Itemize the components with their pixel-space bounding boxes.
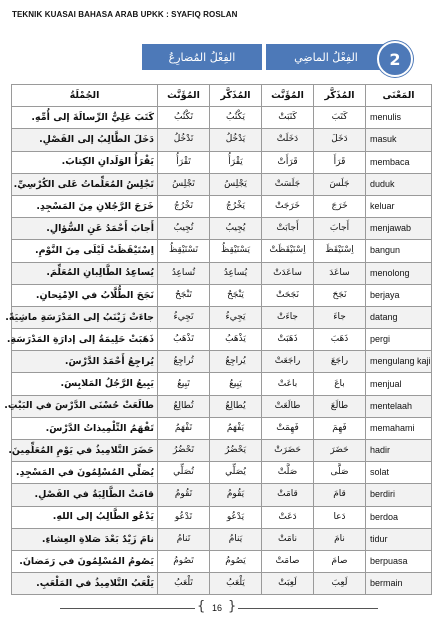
table-row <box>12 462 432 484</box>
madhi-feminine-cell: لَعِبَتْ <box>262 573 314 595</box>
sentence-cell: قامَتْ الطَّالِبَةُ في الفَصْلِ. <box>12 484 158 506</box>
col-header-sentence: الجُمْلَةُ <box>12 85 158 107</box>
mudhari-masculine-cell: يَجْلِسُ <box>210 173 262 195</box>
mudhari-masculine-cell: يَحْضُرُ <box>210 440 262 462</box>
meaning-cell: pergi <box>366 329 432 351</box>
table-row <box>12 195 432 217</box>
mudhari-feminine-cell: تَجْلِسُ <box>158 173 210 195</box>
madhi-feminine-cell: كَتَبَتْ <box>262 107 314 129</box>
madhi-masculine-cell: باعَ <box>314 373 366 395</box>
sentence-cell: حَضَرَ التَّلامِيذُ في يَوْمِ المُعَلِّمِينَ. <box>12 440 158 462</box>
mudhari-masculine-cell: يُراجِعُ <box>210 351 262 373</box>
meaning-cell: keluar <box>366 195 432 217</box>
meaning-cell: duduk <box>366 173 432 195</box>
mudhari-feminine-cell: تُساعِدُ <box>158 262 210 284</box>
table-row <box>12 173 432 195</box>
mudhari-masculine-cell: يَقْرَأُ <box>210 151 262 173</box>
table-row <box>12 129 432 151</box>
tab-mudhari: الفِعْلُ المُضارِعُ <box>142 44 262 70</box>
meaning-cell: mentelaah <box>366 395 432 417</box>
mudhari-feminine-cell: تَسْتَيْقِظُ <box>158 240 210 262</box>
mudhari-feminine-cell: تَنْجَحُ <box>158 284 210 306</box>
table-row <box>12 151 432 173</box>
sentence-cell: يُصَلِّي المُسْلِمُونَ في المَسْجِدِ. <box>12 462 158 484</box>
madhi-masculine-cell: دَعا <box>314 506 366 528</box>
sentence-cell: خَرَجَ الرَّجُلانِ مِنَ المَسْجِدِ. <box>12 195 158 217</box>
meaning-cell: berjaya <box>366 284 432 306</box>
madhi-feminine-cell: نَجَحَتْ <box>262 284 314 306</box>
mudhari-feminine-cell: تُصَلِّي <box>158 462 210 484</box>
madhi-feminine-cell: أَجابَتْ <box>262 218 314 240</box>
madhi-masculine-cell: راجَعَ <box>314 351 366 373</box>
left-brace-icon: { <box>197 599 206 614</box>
sentence-cell: يَصُومُ المُسْلِمُونَ في رَمَضانَ. <box>12 550 158 572</box>
mudhari-masculine-cell: يُطالِعُ <box>210 395 262 417</box>
mudhari-feminine-cell: تَصُومُ <box>158 550 210 572</box>
mudhari-masculine-cell: يَلْعَبُ <box>210 573 262 595</box>
meaning-cell: berpuasa <box>366 550 432 572</box>
madhi-feminine-cell: صامَتْ <box>262 550 314 572</box>
meaning-cell: berdoa <box>366 506 432 528</box>
meaning-cell: bangun <box>366 240 432 262</box>
mudhari-masculine-cell: يَخْرُجُ <box>210 195 262 217</box>
madhi-masculine-cell: قامَ <box>314 484 366 506</box>
table-row <box>12 262 432 284</box>
meaning-cell: hadir <box>366 440 432 462</box>
mudhari-masculine-cell: يَنامُ <box>210 528 262 550</box>
mudhari-feminine-cell: تَجِيءُ <box>158 306 210 328</box>
meaning-cell: tidur <box>366 528 432 550</box>
table-row <box>12 550 432 572</box>
madhi-feminine-cell: جَلَسَتْ <box>262 173 314 195</box>
madhi-feminine-cell: حَضَرَتْ <box>262 440 314 462</box>
sentence-cell: تَفْهَمُ التِّلْمِيذاتُ الدَّرْسَ. <box>12 417 158 439</box>
meaning-cell: membaca <box>366 151 432 173</box>
madhi-masculine-cell: جاءَ <box>314 306 366 328</box>
mudhari-masculine-cell: يَبِيعُ <box>210 373 262 395</box>
sentence-cell: اِسْتَيْقَظَتْ لَيْلَى مِنَ النَّوْمِ. <box>12 240 158 262</box>
mudhari-feminine-cell: تَدْخُلُ <box>158 129 210 151</box>
right-brace-icon: } <box>228 599 237 614</box>
meaning-cell: menulis <box>366 107 432 129</box>
madhi-feminine-cell: باعَتْ <box>262 373 314 395</box>
document-header: TEKNIK KUASAI BAHASA ARAB UPKK : SYAFIQ ROSLAN <box>12 10 238 19</box>
madhi-masculine-cell: نامَ <box>314 528 366 550</box>
sentence-cell: يَبِيعُ الرَّجُلُ المَلابِسَ. <box>12 373 158 395</box>
mudhari-feminine-cell: تَكْتُبُ <box>158 107 210 129</box>
mudhari-feminine-cell: تُراجِعُ <box>158 351 210 373</box>
mudhari-masculine-cell: يَدْعُو <box>210 506 262 528</box>
mudhari-feminine-cell: تَذْهَبُ <box>158 329 210 351</box>
mudhari-masculine-cell: يُساعِدُ <box>210 262 262 284</box>
madhi-feminine-cell: راجَعَتْ <box>262 351 314 373</box>
footer-rule-left <box>60 608 195 609</box>
col-header-meaning: المَعْنَى <box>366 85 432 107</box>
sentence-cell: نامَ زَيْدٌ بَعْدَ صَلاةِ العِشاءِ. <box>12 528 158 550</box>
sentence-cell: يَقْرَأُ الوَلَدانِ الكِتابَ. <box>12 151 158 173</box>
madhi-masculine-cell: أَجابَ <box>314 218 366 240</box>
table-row <box>12 329 432 351</box>
mudhari-masculine-cell: يُصَلِّي <box>210 462 262 484</box>
madhi-masculine-cell: فَهِمَ <box>314 417 366 439</box>
sentence-cell: يَلْعَبُ التَّلامِيذُ في المَلْعَبِ. <box>12 573 158 595</box>
mudhari-masculine-cell: يَنْجَحُ <box>210 284 262 306</box>
mudhari-feminine-cell: تَقُومُ <box>158 484 210 506</box>
sentence-cell: يُراجِعُ أَحْمَدُ الدَّرْسَ. <box>12 351 158 373</box>
madhi-feminine-cell: دَعَتْ <box>262 506 314 528</box>
sentence-cell: تَجْلِسُ المُعَلِّماتُ عَلى الكُرْسِيِّ. <box>12 173 158 195</box>
table-row <box>12 284 432 306</box>
section-tab-bar <box>142 44 417 70</box>
sentence-cell: أَجابَ أَحْمَدُ عَنِ السُّؤالِ. <box>12 218 158 240</box>
madhi-masculine-cell: اِسْتَيْقَظَ <box>314 240 366 262</box>
table-header-row <box>12 85 432 107</box>
table-row <box>12 506 432 528</box>
tab-madhi: الفِعْلُ الماضِي <box>266 44 386 70</box>
madhi-masculine-cell: لَعِبَ <box>314 573 366 595</box>
mudhari-masculine-cell: يَفْهَمُ <box>210 417 262 439</box>
mudhari-feminine-cell: تَفْهَمُ <box>158 417 210 439</box>
sentence-cell: كَتَبَ عَلِيٌّ الرِّسالَةَ إلى أُمِّهِ. <box>12 107 158 129</box>
mudhari-masculine-cell: يَقُومُ <box>210 484 262 506</box>
meaning-cell: masuk <box>366 129 432 151</box>
madhi-feminine-cell: ساعَدَتْ <box>262 262 314 284</box>
meaning-cell: menjawab <box>366 218 432 240</box>
madhi-masculine-cell: دَخَلَ <box>314 129 366 151</box>
madhi-feminine-cell: طالَعَتْ <box>262 395 314 417</box>
page-number: 16 <box>211 603 222 613</box>
meaning-cell: menolong <box>366 262 432 284</box>
madhi-feminine-cell: جاءَتْ <box>262 306 314 328</box>
meaning-cell: datang <box>366 306 432 328</box>
sentence-cell: يُساعِدُ الطَّالِبانِ المُعَلِّمَ. <box>12 262 158 284</box>
meaning-cell: bermain <box>366 573 432 595</box>
madhi-masculine-cell: جَلَسَ <box>314 173 366 195</box>
table-row <box>12 484 432 506</box>
meaning-cell: solat <box>366 462 432 484</box>
madhi-masculine-cell: صَلَّى <box>314 462 366 484</box>
madhi-feminine-cell: اِسْتَيْقَظَتْ <box>262 240 314 262</box>
mudhari-masculine-cell: يَجِيءُ <box>210 306 262 328</box>
madhi-feminine-cell: دَخَلَتْ <box>262 129 314 151</box>
table-row <box>12 440 432 462</box>
mudhari-feminine-cell: تَلْعَبُ <box>158 573 210 595</box>
mudhari-masculine-cell: يَذْهَبُ <box>210 329 262 351</box>
madhi-feminine-cell: ذَهَبَتْ <box>262 329 314 351</box>
madhi-feminine-cell: خَرَجَتْ <box>262 195 314 217</box>
table-row <box>12 107 432 129</box>
madhi-masculine-cell: صامَ <box>314 550 366 572</box>
madhi-feminine-cell: فَهِمَتْ <box>262 417 314 439</box>
table-row <box>12 395 432 417</box>
mudhari-masculine-cell: يَدْخُلُ <box>210 129 262 151</box>
madhi-feminine-cell: نامَتْ <box>262 528 314 550</box>
table-body <box>4 107 432 595</box>
table-row <box>12 573 432 595</box>
mudhari-masculine-cell: يُجِيبُ <box>210 218 262 240</box>
meaning-cell: berdiri <box>366 484 432 506</box>
mudhari-feminine-cell: تُطالِعُ <box>158 395 210 417</box>
mudhari-feminine-cell: تَقْرَأُ <box>158 151 210 173</box>
madhi-masculine-cell: طالَعَ <box>314 395 366 417</box>
madhi-feminine-cell: صَلَّتْ <box>262 462 314 484</box>
sentence-cell: نَجَحَ الطُّلَّابُ في الاِمْتِحانِ. <box>12 284 158 306</box>
madhi-masculine-cell: حَضَرَ <box>314 440 366 462</box>
madhi-feminine-cell: قَرَأَتْ <box>262 151 314 173</box>
meaning-cell: mengulang kaji <box>366 351 432 373</box>
sentence-cell: ذَهَبَتْ حَلِيمَةُ إلى إدارَةِ المَدْرَسَةِ. <box>12 329 158 351</box>
madhi-masculine-cell: قَرَأَ <box>314 151 366 173</box>
mudhari-masculine-cell: يَصُومُ <box>210 550 262 572</box>
section-number-badge: 2 <box>377 41 413 77</box>
mudhari-masculine-cell: يَكْتُبُ <box>210 107 262 129</box>
mudhari-feminine-cell: تَبِيعُ <box>158 373 210 395</box>
col-header-mudhari-feminine: المُؤَنَّث <box>158 85 210 107</box>
mudhari-feminine-cell: تَنامُ <box>158 528 210 550</box>
table-row <box>12 218 432 240</box>
table-row <box>12 528 432 550</box>
sentence-cell: يَدْعُو الطَّالِبُ إلى اللهِ. <box>12 506 158 528</box>
madhi-masculine-cell: خَرَجَ <box>314 195 366 217</box>
madhi-masculine-cell: ذَهَبَ <box>314 329 366 351</box>
table-row <box>12 373 432 395</box>
mudhari-feminine-cell: تُجِيبُ <box>158 218 210 240</box>
sentence-cell: جاءَتْ زَيْنَبُ إلى المَدْرَسَةِ ماشِيَةً. <box>12 306 158 328</box>
mudhari-masculine-cell: يَسْتَيْقِظُ <box>210 240 262 262</box>
madhi-masculine-cell: كَتَبَ <box>314 107 366 129</box>
mudhari-feminine-cell: تَدْعُو <box>158 506 210 528</box>
col-header-madhi-masculine: المُذَكَّر <box>314 85 366 107</box>
page-footer <box>0 595 422 621</box>
verb-table <box>4 84 432 595</box>
madhi-masculine-cell: ساعَدَ <box>314 262 366 284</box>
meaning-cell: memahami <box>366 417 432 439</box>
table-row <box>12 240 432 262</box>
col-header-madhi-feminine: المُؤَنَّث <box>262 85 314 107</box>
sentence-cell: دَخَلَ الطَّالِبُ إلى الفَصْلِ. <box>12 129 158 151</box>
sentence-cell: طالَعَتْ حُسْنَى الدَّرْسَ في البَيْتِ. <box>12 395 158 417</box>
madhi-masculine-cell: نَجَحَ <box>314 284 366 306</box>
mudhari-feminine-cell: تَحْضُرُ <box>158 440 210 462</box>
footer-rule-right <box>238 608 378 609</box>
meaning-cell: menjual <box>366 373 432 395</box>
table-row <box>12 417 432 439</box>
mudhari-feminine-cell: تَخْرُجُ <box>158 195 210 217</box>
col-header-mudhari-masculine: المُذَكَّر <box>210 85 262 107</box>
madhi-feminine-cell: قامَتْ <box>262 484 314 506</box>
table-row <box>12 306 432 328</box>
table-row <box>12 351 432 373</box>
